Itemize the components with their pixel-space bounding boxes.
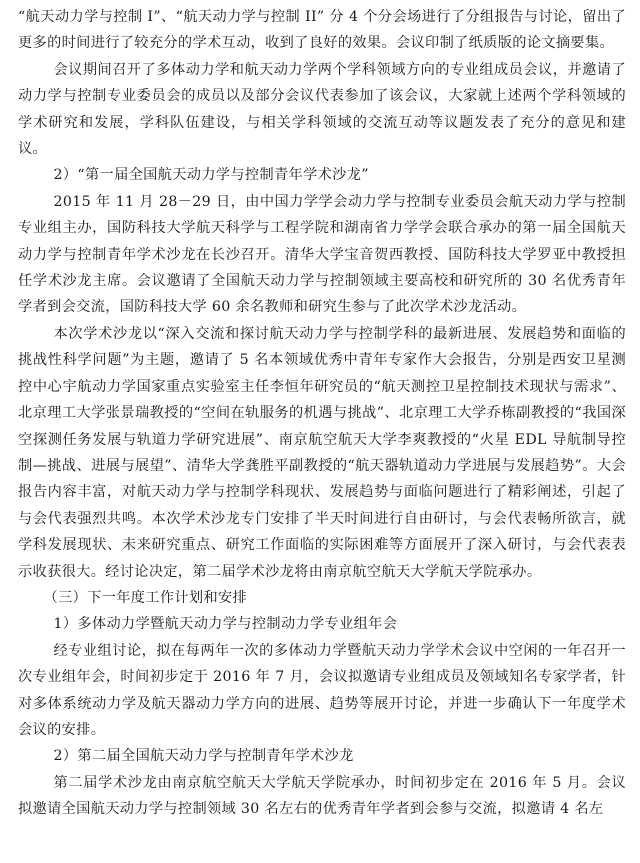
paragraph-salon-overview: 2015 年 11 月 28－29 日，由中国力学学会动力学与控制专业委员会航天动力学与控制专业组主办，国防科技大学航天科学与工程学院和湖南省力学学会联合承办的第一届全国航天动力学与控制青年学术沙龙在长沙召开。清华大学宝音贺西教授、国防科技大学罗亚中教授担任学术沙龙主席。会议邀请了全国航天动力学与控制领域主要高校和研究所的 30 名优秀青年学者到会交流，国防科技大学 60 余名教师和研究生参与了此次学术沙龙活动。 [18, 193, 626, 316]
paragraph-second-salon: 第二届学术沙龙由南京航空航天大学航天学院承办，时间初步定在 2016 年 5 月。会议拟邀请全国航天动力学与控制领域 30 名左右的优秀青年学者到会参与交流，拟邀请 4 名左 [18, 774, 626, 818]
paragraph-committee-meetings: 会议期间召开了多体动力学和航天动力学两个学科领域方向的专业组成员会议，并邀请了动力学与控制专业委员会的成员以及部分会议代表参加了该会议，大家就上述两个学科领域的学术研究和发展，学科队伍建设，与相关学科领域的交流互动等议题发表了充分的意见和建议。 [18, 61, 626, 158]
subheading-second-salon: 2）第二届全国航天动力学与控制青年学术沙龙 [53, 748, 354, 765]
paragraph-annual-meeting: 经专业组讨论，拟在每两年一次的多体动力学暨航天动力学学术会议中空闲的一年召开一次专业组年会，时间初步定于 2016 年 7 月，会议拟邀请专业组成员及领域知名专家学者，针对多体系统动力学及航天器动力学方向的进展、趋势等展开讨论，并进一步确认下一年度学术会议的安排。 [18, 642, 626, 738]
paragraph-salon-reports: 本次学术沙龙以“深入交流和探讨航天动力学与控制学科的最新进展、发展趋势和面临的挑战性科学问题”为主题，邀请了 5 名本领域优秀中青年专家作大会报告，分别是西安卫星测控中心宇航动力学国家重点实验室主任李恒年研究员的“航天测控卫星控制技术现状与需求”、北京理工大学张景瑞教授的“空间在轨服务的机遇与挑战”、北京理工大学乔栋副教授的“我国深空探测任务发展与轨道力学研究进展”、南京航空航天大学李爽教授的“火星 EDL 导航制导控制—挑战、进展与展望”、清华大学龚胜平副教授的“航天器轨道动力学进展与发展趋势”。大会报告内容丰富，对航天动力学与控制学科现状、发展趋势与面临问题进行了精彩阐述，引起了与会代表强烈共鸣。本次学术沙龙专门安排了半天时间进行自由研讨，与会代表畅所欲言，就学科发展现状、未来研究重点、研究工作面临的实际困难等方面展开了深入研讨，与会代表表示收获很大。经讨论决定，第二届学术沙龙将由南京航空航天大学航天学院承办。 [18, 325, 626, 580]
paragraph-continued: “航天动力学与控制 I”、“航天动力学与控制 II” 分 4 个分会场进行了分组报告与讨论，留出了更多的时间进行了较充分的学术互动，收到了良好的效果。会议印制了纸质版的论文摘要集。 [18, 9, 626, 52]
subheading-annual-meeting: 1）多体动力学暨航天动力学与控制动力学专业组年会 [53, 616, 398, 633]
section-heading-next-year-plan: （三）下一年度工作计划和安排 [43, 589, 248, 606]
subheading-first-salon: 2）“第一届全国航天动力学与控制青年学术沙龙” [53, 167, 369, 184]
